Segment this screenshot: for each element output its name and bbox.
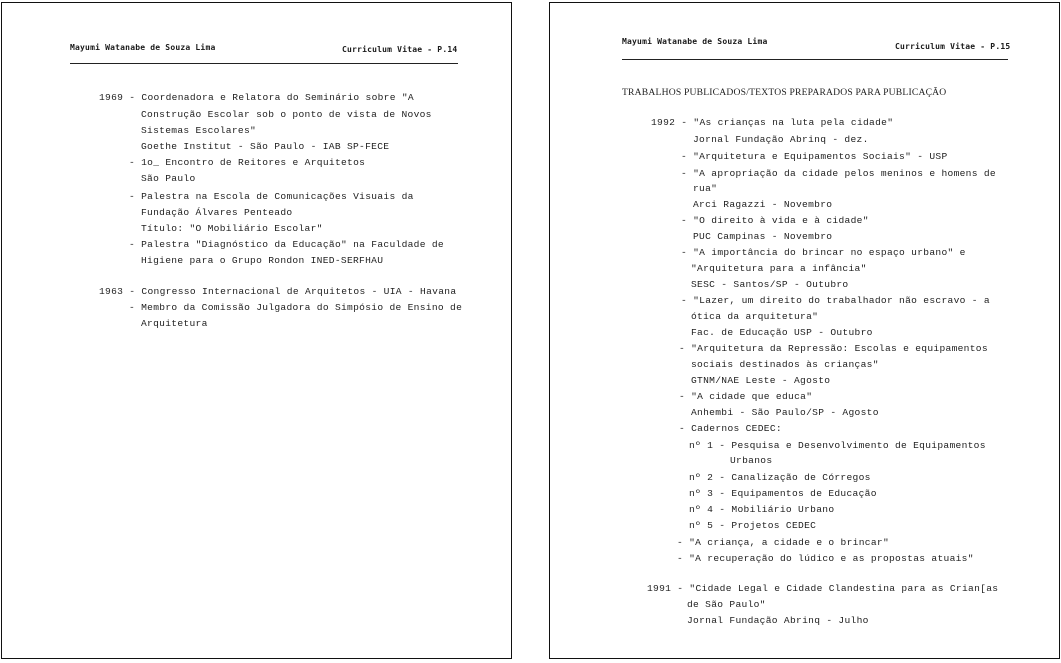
text-line: Arci Ragazzi - Novembro — [693, 199, 833, 210]
text-line: - "A importância do brincar no espaço urbano" e — [681, 247, 966, 258]
text-line: SESC - Santos/SP - Outubro — [691, 279, 849, 290]
text-line: Higiene para o Grupo Rondon INED-SERFHAU — [141, 255, 384, 266]
text-line: 1963 - Congresso Internacional de Arquitetos - UIA - Havana — [99, 286, 457, 297]
text-line: - "Lazer, um direito do trabalhador não escravo - a — [681, 295, 990, 306]
text-line: PUC Campinas - Novembro — [693, 231, 833, 242]
section-title: TRABALHOS PUBLICADOS/TEXTOS PREPARADOS PARA PUBLICAÇÃO — [622, 87, 947, 98]
text-line: - "A apropriação da cidade pelos meninos e homens de — [681, 168, 996, 179]
text-line: - 1o_ Encontro de Reitores e Arquitetos — [129, 157, 366, 168]
header-rule — [70, 63, 458, 64]
text-line: sociais destinados às crianças" — [691, 359, 879, 370]
document-page-14 — [1, 2, 512, 659]
header-author-name: Mayumi Watanabe de Souza Lima — [622, 37, 768, 46]
text-line: - "Arquitetura e Equipamentos Sociais" - USP — [681, 151, 948, 162]
text-line: - "Arquitetura da Repressão: Escolas e equipamentos — [679, 343, 988, 354]
text-line: nº 5 - Projetos CEDEC — [689, 520, 817, 531]
text-line: - "O direito à vida e à cidade" — [681, 215, 869, 226]
text-line: Fundação Álvares Penteado — [141, 207, 293, 218]
document-page-15 — [549, 2, 1060, 659]
text-line: - "A recuperação do lúdico e as propostas atuais" — [677, 553, 974, 564]
text-line: nº 3 - Equipamentos de Educação — [689, 488, 877, 499]
text-line: Jornal Fundação Abrinq - Julho — [687, 615, 869, 626]
text-line: rua" — [693, 183, 718, 194]
text-line: nº 2 - Canalização de Córregos — [689, 472, 871, 483]
text-line: de São Paulo" — [687, 599, 766, 610]
header-page-label: Curriculum Vitae - P.15 — [895, 42, 1011, 51]
text-line: ótica da arquitetura" — [691, 311, 819, 322]
text-line: São Paulo — [141, 173, 196, 184]
text-line: - Membro da Comissão Julgadora do Simpósio de Ensino de — [129, 302, 463, 313]
text-line: 1969 - Coordenadora e Relatora do Seminário sobre "A — [99, 92, 414, 103]
header-rule — [622, 59, 1008, 60]
text-line: Construção Escolar sob o ponto de vista de Novos — [141, 109, 432, 120]
text-line: 1991 - "Cidade Legal e Cidade Clandestina para as Crian[as — [647, 583, 999, 594]
text-line: - "A criança, a cidade e o brincar" — [677, 537, 890, 548]
text-line: - Cadernos CEDEC: — [679, 423, 782, 434]
text-line: - "A cidade que educa" — [679, 391, 813, 402]
text-line: nº 1 - Pesquisa e Desenvolvimento de Equipamentos — [689, 440, 986, 451]
text-line: 1992 - "As crianças na luta pela cidade" — [651, 117, 894, 128]
text-line: Arquitetura — [141, 318, 208, 329]
text-line: GTNM/NAE Leste - Agosto — [691, 375, 831, 386]
text-line: Fac. de Educação USP - Outubro — [691, 327, 873, 338]
header-author-name: Mayumi Watanabe de Souza Lima — [70, 43, 216, 52]
text-line: Sistemas Escolares" — [141, 125, 257, 136]
text-line: Jornal Fundação Abrinq - dez. — [693, 134, 869, 145]
text-line: Urbanos — [730, 455, 773, 466]
text-line: Goethe Institut - São Paulo - IAB SP-FECE — [141, 141, 390, 152]
text-line: - Palestra "Diagnóstico da Educação" na Faculdade de — [129, 239, 444, 250]
text-line: - Palestra na Escola de Comunicações Visuais da — [129, 191, 414, 202]
text-line: "Arquitetura para a infância" — [691, 263, 867, 274]
text-line: Anhembi - São Paulo/SP - Agosto — [691, 407, 879, 418]
text-line: nº 4 - Mobiliário Urbano — [689, 504, 835, 515]
header-page-label: Curriculum Vitae - P.14 — [342, 45, 458, 54]
text-line: Título: "O Mobiliário Escolar" — [141, 223, 323, 234]
